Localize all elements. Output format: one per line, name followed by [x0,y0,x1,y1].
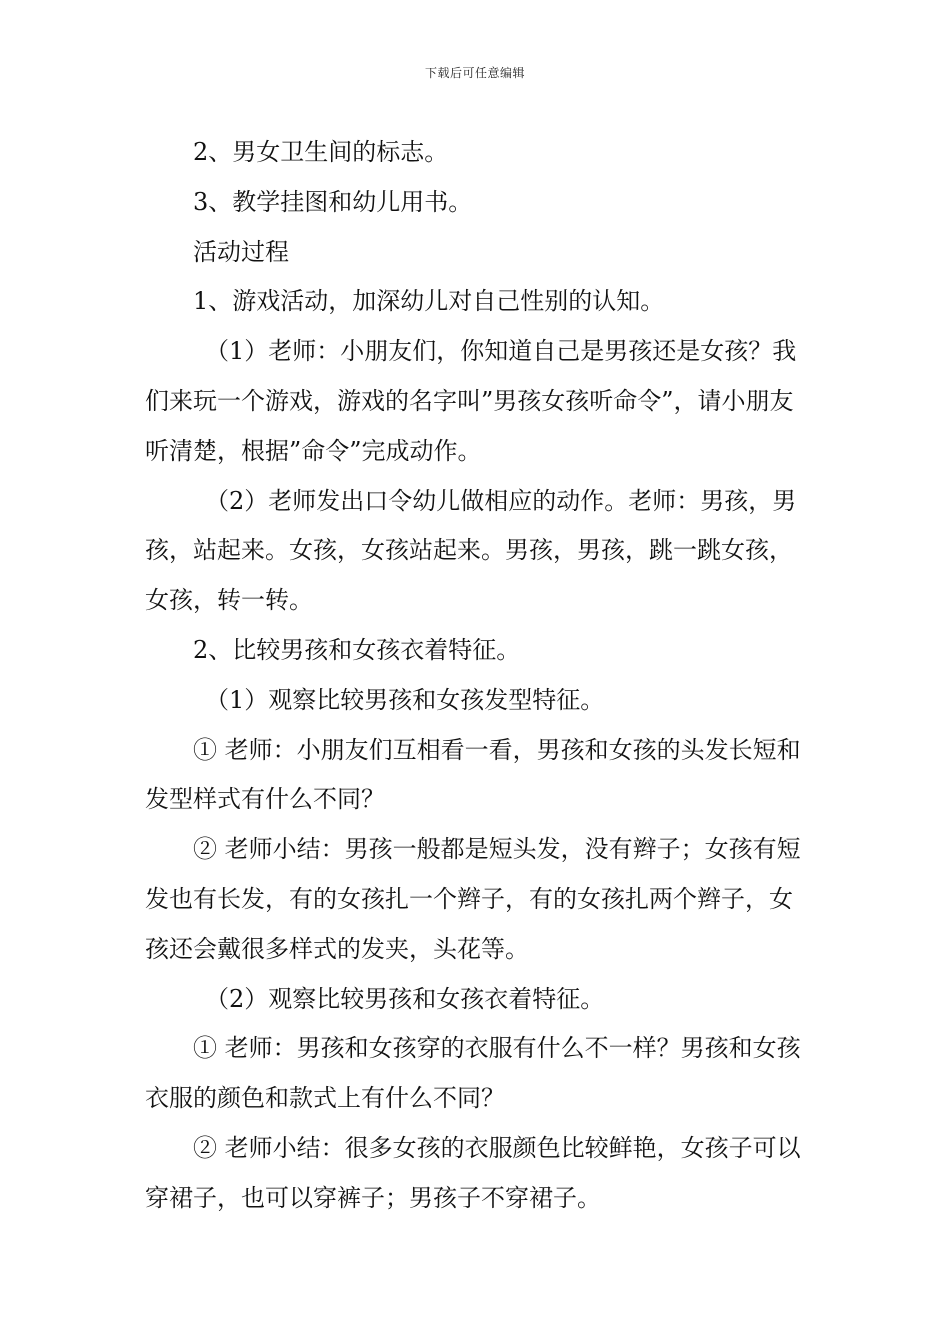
step-2-heading: 2、比较男孩和女孩衣着特征。 [193,635,521,664]
step-1-substep-2: （2）老师发出口令幼儿做相应的动作。老师：男孩，男孩，站起来。女孩，女孩站起来。男孩，男孩，跳一跳女孩，女孩，转一转。 [145,486,797,615]
section-heading-activity-process: 活动过程 [193,237,289,266]
page-header-note: 下载后可任意编辑 [424,66,525,80]
step-2-substep-1-point-2: ② 老师小结：男孩一般都是短头发，没有辫子；女孩有短发也有长发，有的女孩扎一个辫子，有的女孩扎两个辫子，女孩还会戴很多样式的发夹，头花等。 [145,835,801,963]
step-2-substep-2-point-1: ① 老师：男孩和女孩穿的衣服有什么不一样？男孩和女孩衣服的颜色和款式上有什么不同？ [145,1034,801,1113]
step-2-substep-2: （2）观察比较男孩和女孩衣着特征。 [205,984,605,1013]
step-2-substep-1: （1）观察比较男孩和女孩发型特征。 [205,685,605,714]
step-1-heading: 1、游戏活动，加深幼儿对自己性别的认知。 [193,287,665,316]
step-1-substep-1: （1）老师：小朋友们，你知道自己是男孩还是女孩？我们来玩一个游戏，游戏的名字叫”男孩女孩听命令”，请小朋友听清楚，根据”命令”完成动作。 [145,337,797,465]
document-body [145,128,810,1224]
step-2-substep-2-point-2: ② 老师小结：很多女孩的衣服颜色比较鲜艳，女孩子可以穿裙子，也可以穿裤子；男孩子不穿裙子。 [145,1133,801,1212]
materials-item-3: 3、教学挂图和幼儿用书。 [193,187,473,216]
materials-item-2: 2、男女卫生间的标志。 [193,138,449,166]
step-2-substep-1-point-1: ① 老师：小朋友们互相看一看，男孩和女孩的头发长短和发型样式有什么不同？ [145,735,801,814]
